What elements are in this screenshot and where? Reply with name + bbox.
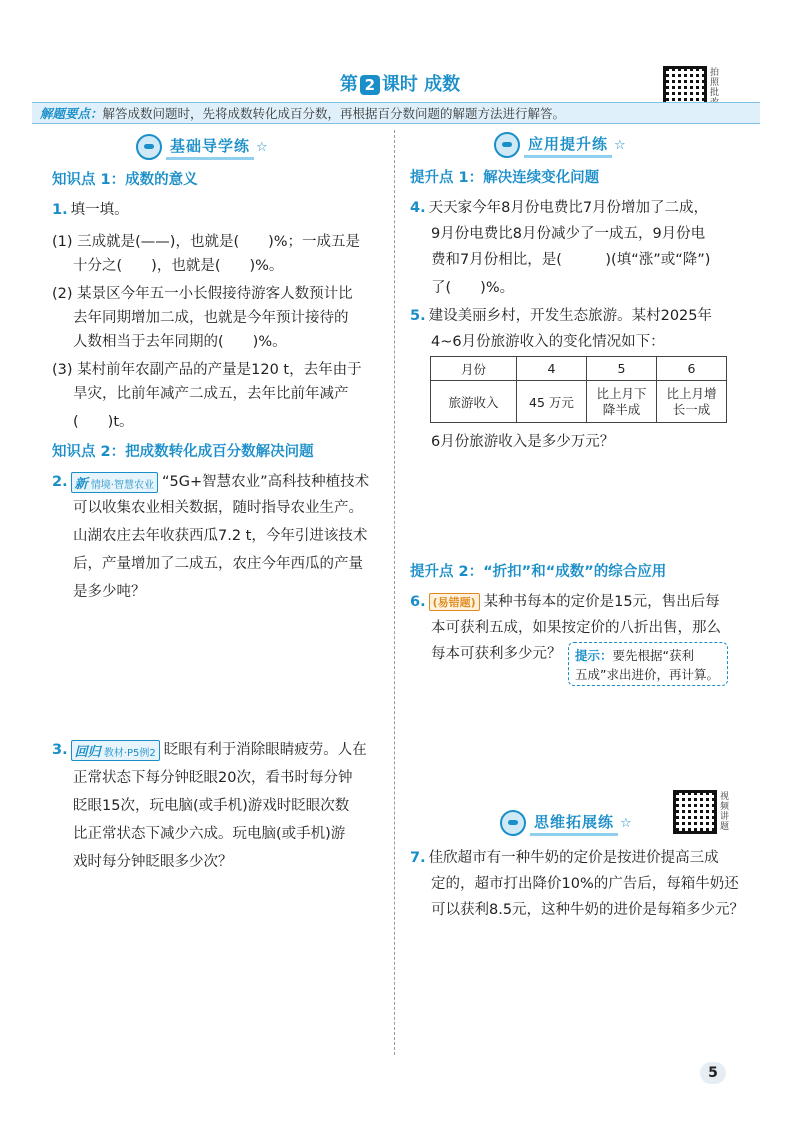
question-line: 了( )%。	[431, 280, 515, 296]
tag-new-scenario	[71, 472, 158, 493]
tag-text: 情境·智慧农业	[90, 479, 154, 491]
question-number: 3.	[52, 742, 68, 758]
mascot-icon	[494, 132, 520, 158]
table-header-cell: 6	[657, 357, 727, 381]
table-row	[431, 381, 727, 423]
star-icon: ☆	[620, 815, 632, 831]
cell-text: 降半成	[602, 401, 641, 417]
question-number: 2.	[52, 474, 68, 490]
question-line: ( )t。	[73, 414, 134, 430]
table-cell: 旅游收入	[431, 381, 517, 423]
lesson-number-badge: 2	[360, 75, 380, 95]
title-prefix: 第	[339, 74, 358, 95]
question-number: 6.	[410, 594, 426, 610]
question-text: 填一填。	[70, 202, 129, 218]
question-text: 眨眼有利于消除眼睛疲劳。人在	[163, 742, 367, 758]
question-line: 比正常状态下减少六成。玩电脑(或手机)游	[73, 826, 346, 842]
question-line: 眨眼15次，玩电脑(或手机)游戏时眨眼次数	[73, 798, 350, 814]
improvement-point-1: 提升点 1：解决连续变化问题	[410, 170, 600, 186]
qr-code-icon[interactable]	[673, 790, 717, 834]
question-line: (2) 某景区今年五一小长假接待游客人数预计比	[52, 286, 353, 302]
tag-error-prone: (易错题)	[429, 593, 480, 611]
question-number: 5.	[410, 308, 426, 324]
question-line: 人数相当于去年同期的( )%。	[73, 334, 287, 350]
question-line: 戏时每分钟眨眼多少次？	[73, 854, 233, 870]
question-text: “5G+智慧农业”高科技种植技术	[162, 474, 370, 490]
hint-text: 五成”求出进价，再计算。	[575, 667, 719, 682]
question-2	[52, 470, 369, 493]
hint-label: 提示：	[575, 648, 613, 663]
mascot-icon	[136, 134, 162, 160]
improvement-point-2: 提升点 2：“折扣”和“成数”的综合应用	[410, 564, 667, 580]
cell-text: 比上月增	[666, 385, 717, 401]
question-text: 天天家今年8月份电费比7月份增加了二成，	[428, 200, 709, 216]
question-line: 是多少吨？	[73, 584, 146, 600]
tag-label: 新	[74, 476, 88, 492]
hint-box	[568, 642, 728, 686]
question-number: 4.	[410, 200, 426, 216]
table-header-cell: 月份	[431, 357, 517, 381]
question-4	[410, 196, 708, 217]
question-line: 可以获利8.5元，这种牛奶的进价是每箱多少元？	[431, 902, 745, 918]
table-cell	[657, 381, 727, 423]
question-line: 每本可获利多少元？	[431, 646, 562, 662]
question-text: 某种书每本的定价是15元，售出后每	[483, 594, 720, 610]
question-7	[410, 846, 719, 867]
qr-label-top: 拍照批	[710, 68, 720, 98]
question-line: (3) 某村前年农副产品的产量是120 t，去年由于	[52, 362, 362, 378]
tag-text: 教材·P5例2	[103, 747, 156, 759]
question-line: 去年同期增加二成，也就是今年预计接待的	[73, 310, 349, 326]
question-line: 定的，超市打出降价10%的广告后，每箱牛奶还	[431, 876, 739, 892]
section-header-applied	[494, 130, 626, 160]
table-row	[431, 357, 727, 381]
title-text: 课时 成数	[381, 74, 461, 95]
knowledge-point-2: 知识点 2：把成数转化成百分数解决问题	[52, 444, 314, 460]
cell-text: 长一成	[672, 401, 711, 417]
question-text: 建设美丽乡村，开发生态旅游。某村2025年	[428, 308, 713, 324]
question-line: 旱灾，比前年减产二成五，去年比前年减产	[73, 386, 349, 402]
section-title: 基础导学练	[166, 135, 254, 160]
page-number: 5	[700, 1062, 726, 1084]
question-3	[52, 738, 367, 761]
qr-label-mid: 视频讲题	[720, 792, 730, 832]
cell-text: 比上月下	[596, 385, 647, 401]
question-6	[410, 590, 720, 611]
question-line: 6月份旅游收入是多少万元？	[431, 434, 615, 450]
question-number: 1.	[52, 202, 68, 218]
question-number: 7.	[410, 850, 426, 866]
column-divider	[394, 130, 395, 1055]
table-cell	[587, 381, 657, 423]
hint-text: 要先根据“获利	[612, 648, 694, 663]
table-cell: 45 万元	[517, 381, 587, 423]
section-title: 应用提升练	[524, 133, 612, 158]
tag-textbook	[71, 740, 160, 761]
knowledge-point-1: 知识点 1：成数的意义	[52, 172, 198, 188]
tip-text: 解答成数问题时，先将成数转化成百分数，再根据百分数问题的解题方法进行解答。	[102, 106, 566, 121]
tip-label: 解题要点：	[40, 106, 103, 121]
mascot-icon	[500, 810, 526, 836]
star-icon: ☆	[256, 139, 268, 155]
question-line: 正常状态下每分钟眨眼20次，看书时每分钟	[73, 770, 353, 786]
question-line: 可以收集农业相关数据，随时指导农业生产。	[73, 500, 363, 516]
question-line: 4~6月份旅游收入的变化情况如下：	[431, 334, 665, 350]
table-header-cell: 4	[517, 357, 587, 381]
question-line: 山湖农庄去年收获西瓜7.2 t，今年引进该技术	[73, 528, 368, 544]
tip-bar	[32, 102, 760, 124]
tag-label: 回归	[74, 744, 101, 760]
section-header-thinking	[500, 808, 632, 838]
question-5	[410, 304, 712, 325]
question-line: (1) 三成就是(——)，也就是( )%；一成五是	[52, 234, 361, 250]
question-line: 本可获利五成，如果按定价的八折出售，那么	[431, 620, 721, 636]
tourism-income-table	[430, 356, 727, 423]
star-icon: ☆	[614, 137, 626, 153]
section-title: 思维拓展练	[530, 811, 618, 836]
question-text: 佳欣超市有一种牛奶的定价是按进价提高三成	[428, 850, 719, 866]
table-header-cell: 5	[587, 357, 657, 381]
question-line: 十分之( )，也就是( )%。	[73, 258, 284, 274]
question-1-title	[52, 198, 129, 219]
question-line: 9月份电费比8月份减少了一成五，9月份电	[431, 226, 706, 242]
section-header-basic	[136, 132, 268, 162]
question-line: 费和7月份相比，是( )(填“涨”或“降”)	[431, 252, 711, 268]
question-line: 后，产量增加了二成五，农庄今年西瓜的产量	[73, 556, 363, 572]
